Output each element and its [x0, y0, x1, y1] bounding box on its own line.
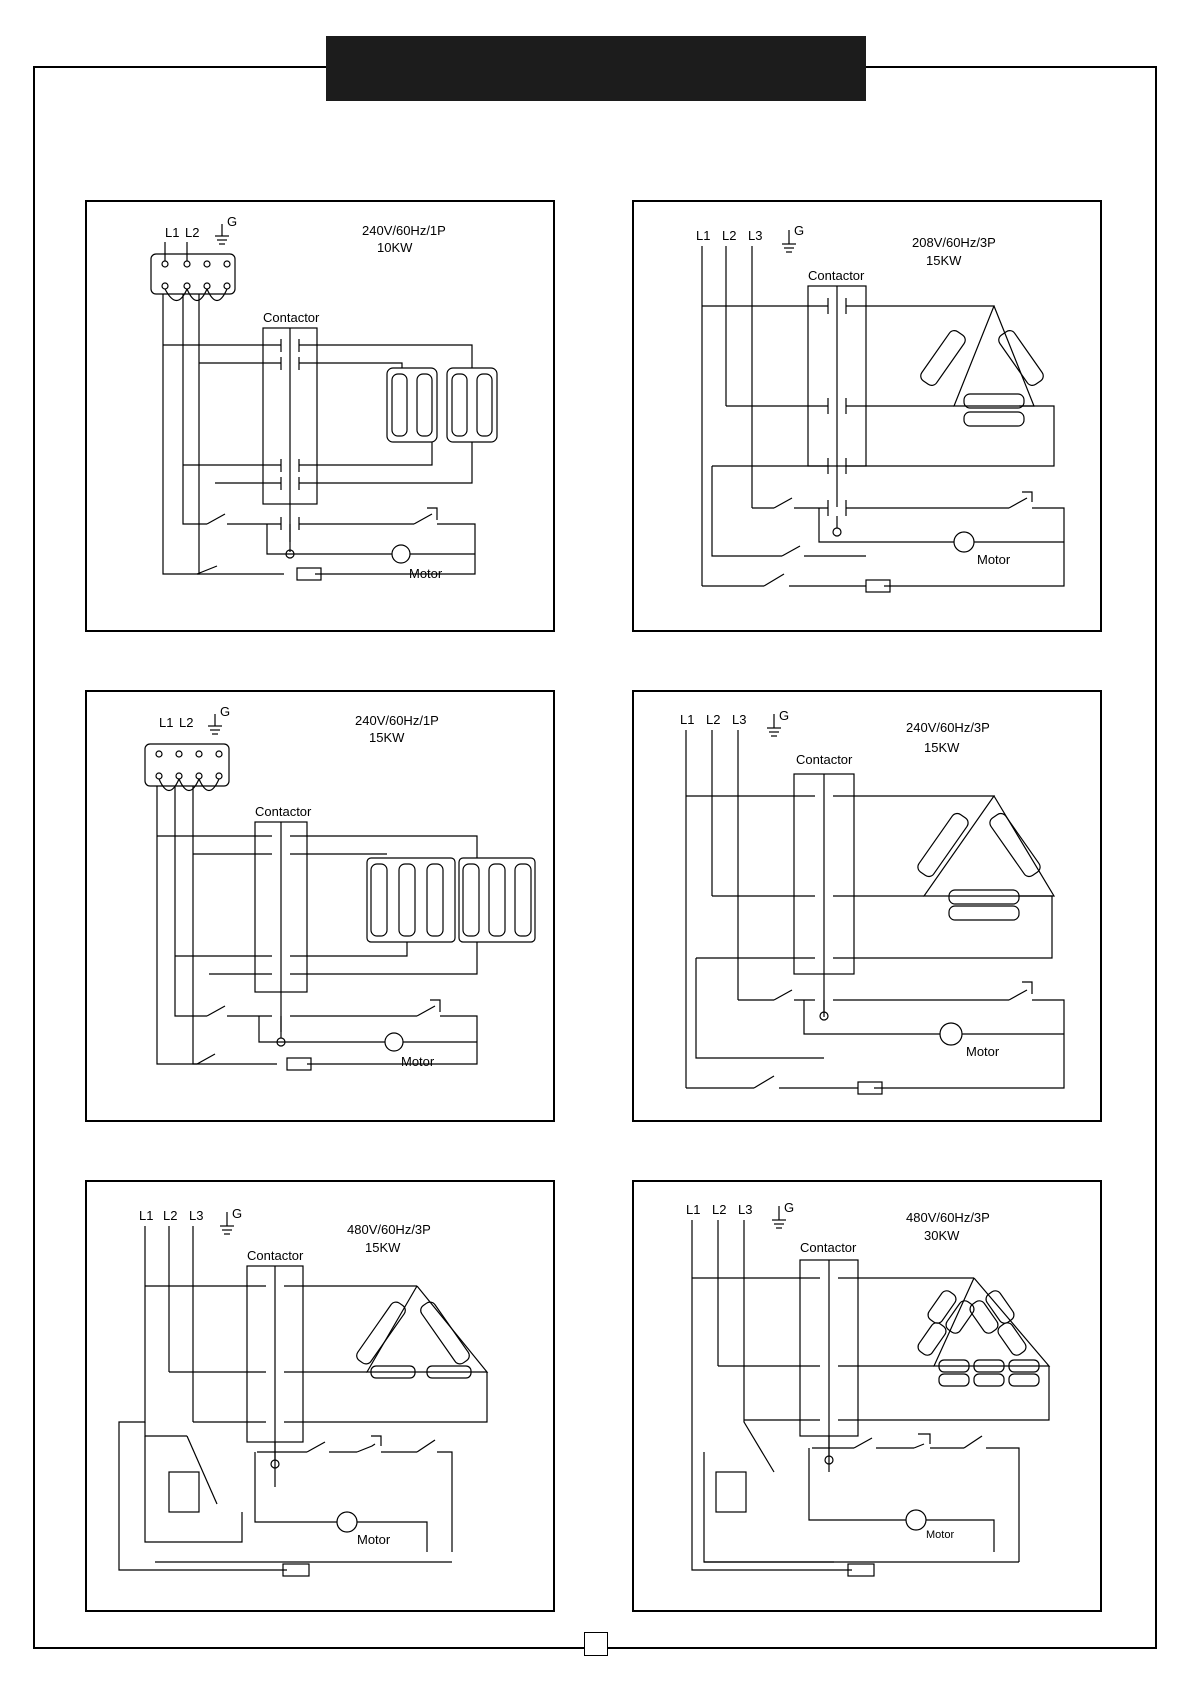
terminal-l3-label: L3 [189, 1208, 204, 1223]
power-rating: 10KW [377, 240, 413, 255]
power-rating: 30KW [924, 1228, 960, 1243]
diagram-panel-3 [85, 690, 555, 1122]
contactor-label: Contactor [800, 1240, 857, 1255]
terminal-l2-label: L2 [706, 712, 721, 727]
heater-element-group-1 [387, 368, 437, 442]
diagram-panel-1 [85, 200, 555, 632]
motor-icon [940, 1023, 962, 1045]
ground-label: G [794, 223, 805, 238]
voltage-rating: 208V/60Hz/3P [912, 235, 996, 250]
ground-label: G [220, 704, 231, 719]
transformer-icon [169, 1472, 199, 1512]
ground-label: G [779, 708, 790, 723]
terminal-l1-label: L1 [686, 1202, 701, 1217]
ground-label: G [232, 1206, 243, 1221]
terminal-l2-label: L2 [179, 715, 194, 730]
terminal-l1-label: L1 [165, 225, 180, 240]
terminal-l1-label: L1 [696, 228, 711, 243]
diagram-panel-4 [632, 690, 1102, 1122]
delta-heater-elements [354, 1286, 487, 1378]
delta-heater-elements [916, 1278, 1049, 1386]
voltage-rating: 240V/60Hz/1P [355, 713, 439, 728]
motor-label: Motor [409, 566, 443, 581]
terminal-l3-label: L3 [732, 712, 747, 727]
terminal-l1-label: L1 [139, 1208, 154, 1223]
page-title [326, 36, 866, 101]
terminal-l2-label: L2 [722, 228, 737, 243]
power-rating: 15KW [924, 740, 960, 755]
voltage-rating: 240V/60Hz/1P [362, 223, 446, 238]
voltage-rating: 480V/60Hz/3P [347, 1222, 431, 1237]
terminal-l3-label: L3 [738, 1202, 753, 1217]
ground-label: G [227, 214, 238, 229]
terminal-l2-label: L2 [712, 1202, 727, 1217]
heater-element-group-2 [459, 858, 535, 942]
terminal-l1-label: L1 [159, 715, 174, 730]
contactor-label: Contactor [263, 310, 320, 325]
terminal-screws [156, 751, 222, 779]
contactor-label: Contactor [247, 1248, 304, 1263]
transformer-icon [716, 1472, 746, 1512]
motor-label: Motor [357, 1532, 391, 1547]
motor-label: Motor [966, 1044, 1000, 1059]
terminal-l2-label: L2 [163, 1208, 178, 1223]
motor-icon [906, 1510, 926, 1530]
page-number-box [584, 1632, 608, 1656]
contactor-label: Contactor [255, 804, 312, 819]
diagram-panel-5 [85, 1180, 555, 1612]
diagram-panel-2 [632, 200, 1102, 632]
motor-label: Motor [977, 552, 1011, 567]
power-rating: 15KW [369, 730, 405, 745]
terminal-l2-label: L2 [185, 225, 200, 240]
motor-icon [337, 1512, 357, 1532]
contactor-label: Contactor [808, 268, 865, 283]
motor-icon [954, 532, 974, 552]
ground-label: G [784, 1200, 795, 1215]
terminal-l1-label: L1 [680, 712, 695, 727]
voltage-rating: 240V/60Hz/3P [906, 720, 990, 735]
diagram-panel-6 [632, 1180, 1102, 1612]
heater-element-group-1 [367, 858, 455, 942]
heater-element-group-2 [447, 368, 497, 442]
voltage-rating: 480V/60Hz/3P [906, 1210, 990, 1225]
delta-heater-elements [916, 796, 1054, 920]
delta-heater-elements [918, 306, 1045, 426]
terminal-screws [162, 261, 230, 289]
motor-icon [392, 545, 410, 563]
motor-icon [385, 1033, 403, 1051]
motor-label: Motor [401, 1054, 435, 1069]
terminal-l3-label: L3 [748, 228, 763, 243]
terminal-block [145, 744, 229, 786]
contactor-label: Contactor [796, 752, 853, 767]
power-rating: 15KW [365, 1240, 401, 1255]
power-rating: 15KW [926, 253, 962, 268]
motor-label: Motor [926, 1529, 955, 1541]
